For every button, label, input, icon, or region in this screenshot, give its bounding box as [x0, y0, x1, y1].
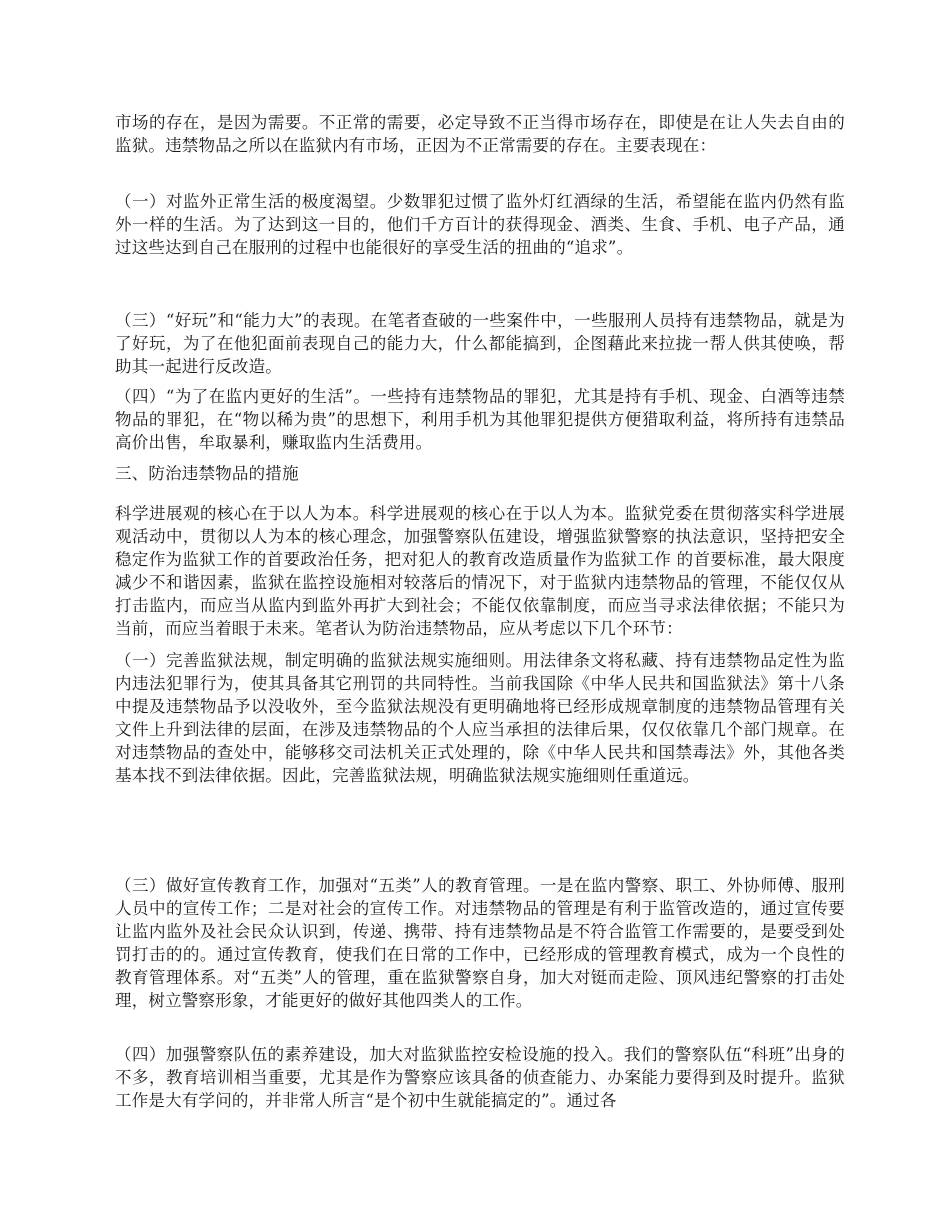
- paragraph-market-demand: 市场的存在，是因为需要。不正常的需要，必定导致不正当得市场存在，即使是在让人失去自由的监狱。违禁物品之所以在监狱内有市场，正因为不正常需要的存在。主要表现在：: [115, 113, 845, 155]
- paragraph-point-three: （三）“好玩”和“能力大”的表现。在笔者查破的一些案件中，一些服刑人员持有违禁物品，就是为了好玩，为了在他犯面前表现自己的能力大，什么都能搞到，企图藉此来拉拢一帮人供其使唤，帮助其一起进行反改造。: [115, 311, 845, 376]
- paragraph-measure-three: （三）做好宣传教育工作，加强对“五类”人的教育管理。一是在监内警察、职工、外协师傅、服刑人员中的宣传工作；二是对社会的宣传工作。对违禁物品的管理是有利于监管改造的，通过宣传要让监内监外及社会民众认识到，传递、携带、持有违禁物品是不符合监管工作需要的，是要受到处罚打击的的。通过宣传教育，使我们在日常的工作中，已经形成的管理教育模式，成为一个良性的教育管理体系。对“五类”人的管理，重在监狱警察自身，加大对铤而走险、顶风违纪警察的打击处理，树立警察形象，才能更好的做好其他四类人的工作。: [115, 876, 845, 1010]
- paragraph-point-one: （一）对监外正常生活的极度渴望。少数罪犯过惯了监外灯红酒绿的生活，希望能在监内仍然有监外一样的生活。为了达到这一目的，他们千方百计的获得现金、酒类、生食、手机、电子产品，通过这些达到自己在服刑的过程中也能很好的享受生活的扭曲的“追求”。: [115, 192, 845, 257]
- paragraph-measure-four: （四）加强警察队伍的素养建设，加大对监狱监控安检设施的投入。我们的警察队伍“科班”出身的不多，教育培训相当重要，尤其是作为警察应该具备的侦查能力、办案能力要得到及时提升。监狱工作是大有学问的，并非常人所言“是个初中生就能搞定的”。通过各: [115, 1045, 845, 1110]
- section-heading: 三、防治违禁物品的措施: [115, 464, 299, 483]
- paragraph-measure-one: （一）完善监狱法规，制定明确的监狱法规实施细则。用法律条文将私藏、持有违禁物品定性为监内违法犯罪行为，使其具备其它刑罚的共同特性。当前我国除《中华人民共和国监狱法》第十八条中提及违禁物品予以没收外，至今监狱法规没有更明确地将已经形成规章制度的违禁物品管理有关文件上升到法律的层面，在涉及违禁物品的个人应当承担的法律后果，仅仅依靠几个部门规章。在对违禁物品的查处中，能够移交司法机关正式处理的，除《中华人民共和国禁毒法》外，其他各类基本找不到法律依据。因此，完善监狱法规，明确监狱法规实施细则任重道远。: [115, 651, 845, 785]
- paragraph-point-four: （四）“为了在监内更好的生活”。一些持有违禁物品的罪犯，尤其是持有手机、现金、白酒等违禁物品的罪犯，在“物以稀为贵”的思想下，利用手机为其他罪犯提供方便猎取利益，将所持有违禁品高价出售，牟取暴利，赚取监内生活费用。: [115, 387, 845, 452]
- paragraph-core-concept: 科学进展观的核心在于以人为本。科学进展观的核心在于以人为本。监狱党委在贯彻落实科学进展观活动中，贯彻以人为本的核心理念，加强警察队伍建设，增强监狱警察的执法意识，坚持把安全稳定作为监狱工作的首要政治任务，把对犯人的教育改造质量作为监狱工作 的首要标准，最大限度减少不和谐因素，监狱在监控设施相对较落后的情况下，对于监狱内违禁物品的管理，不能仅仅从打击监内，而应当从监内到监外再扩大到社会；不能仅依靠制度，而应当寻求法律依据；不能只为当前，而应当着眼于未来。笔者认为防治违禁物品，应从考虑以下几个环节：: [115, 504, 845, 638]
